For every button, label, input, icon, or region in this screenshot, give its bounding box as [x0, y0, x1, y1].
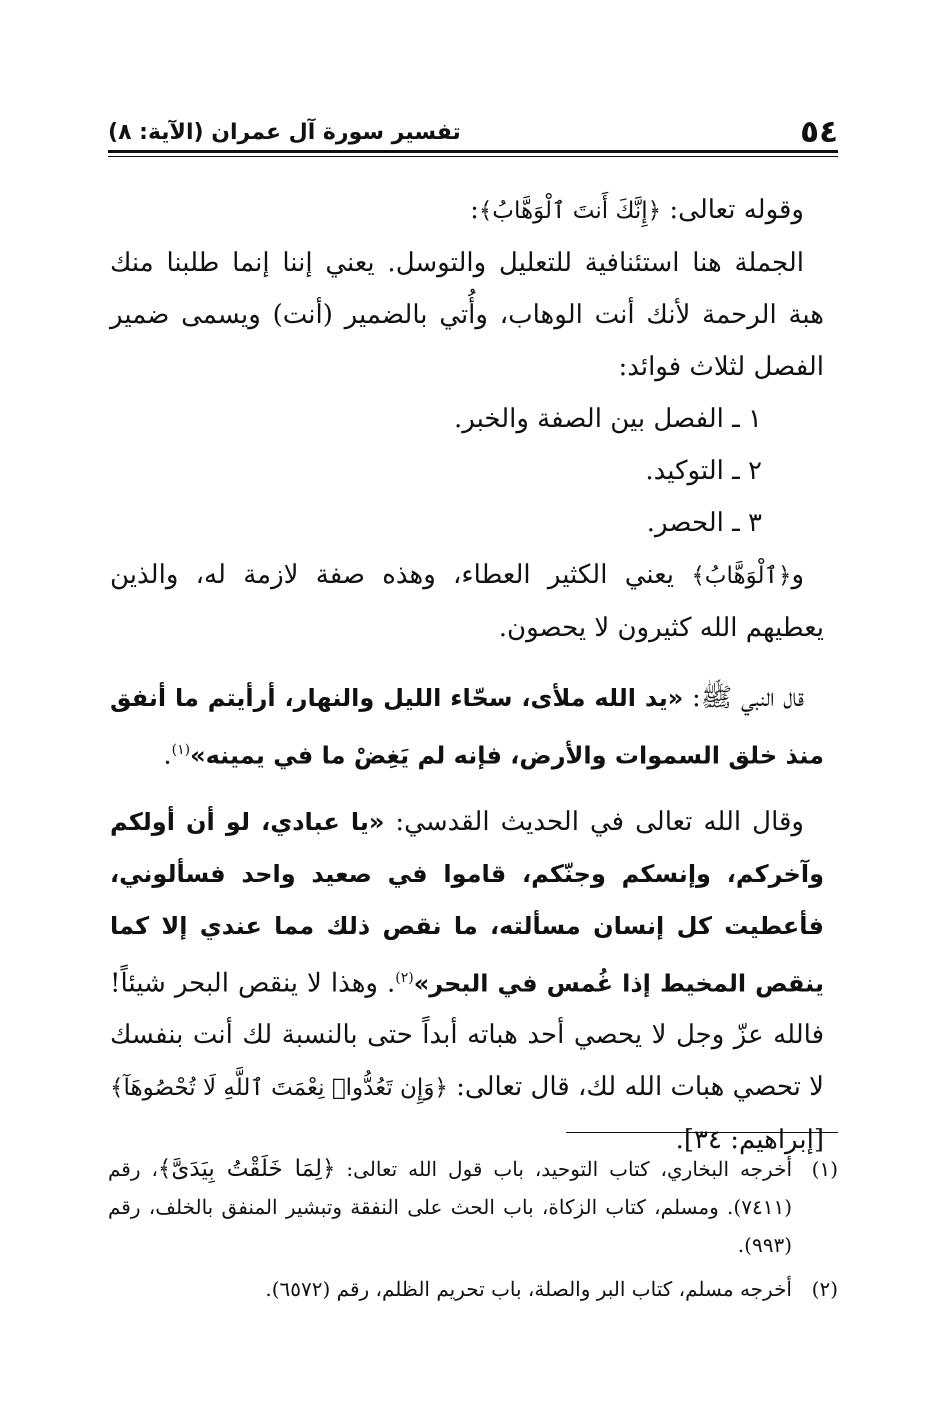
- footnote-number: (١): [811, 1157, 838, 1181]
- paragraph-explanation: الجملة هنا استئنافية للتعليل والتوسل. يعني إننا إنما طلبنا منك هبة الرحمة لأنك أنت الوهاب، وأُتي بالضمير (أنت) ويسمى ضمير الفصل لثلاث فوائد:: [110, 248, 824, 382]
- heading-colon: :: [470, 195, 479, 225]
- paragraph-alwahhab: [110, 549, 824, 654]
- footnote-ref-1: (١): [171, 742, 191, 758]
- footnotes: [108, 1150, 838, 1308]
- footnote: [108, 1150, 838, 1264]
- hadith-text: «يد الله ملأى، سحّاء الليل والنهار، أرأيتم ما أنفق منذ خلق السموات والأرض، فإنه لم يَغِضْ ما في يمينه»: [110, 684, 824, 770]
- running-title: تفسير سورة آل عمران (الآية: ٨): [108, 120, 461, 145]
- paragraph-hadith-1: [110, 672, 824, 782]
- list-item: ٢ ـ التوكيد.: [645, 456, 762, 486]
- quran-quote: ﴿لِمَا خَلَقْتُ بِيَدَىَّ﴾: [157, 1156, 336, 1182]
- header-rule-thin: [108, 156, 838, 157]
- heading-intro: وقوله تعالى:: [661, 195, 804, 225]
- header-rule-thick: [108, 150, 838, 153]
- footnote-separator: [566, 1132, 838, 1133]
- para2-text: يعني الكثير العطاء، وهذه صفة لازمة له، والذين يعطيهم الله كثيرون لا يحصون.: [110, 560, 824, 643]
- hadith-qudsi-text: «يا عبادي، لو أن أولكم وآخركم، وإنسكم وجنّكم، قاموا في صعيد واحد فسألوني، فأعطيت كل إنسان مسألته، ما نقص ذلك مما عندي إلا كما ينقص المخيط إذا غُمس في البحر»: [110, 807, 824, 998]
- para3-intro: قال النبي ﷺ:: [683, 683, 804, 713]
- footnote-text: [108, 1150, 792, 1264]
- para2-prefix: و: [791, 560, 804, 590]
- footnote-text: أخرجه مسلم، كتاب البر والصلة، باب تحريم الظلم، رقم (٦٥٧٢).: [265, 1277, 792, 1301]
- para4-text: . وهذا لا ينقص البحر شيئاً! فالله عزّ وجل لا يحصي أحد هباته أبداً حتى بالنسبة لك أنت بنفسك لا تحصي هبات الله لك، قال تعالى:: [110, 968, 824, 1103]
- main-text: [110, 184, 824, 1166]
- para3-end: .: [163, 740, 172, 771]
- section-heading: [110, 184, 824, 237]
- footnote-text-b: ، رقم (٧٤١١). ومسلم، كتاب الزكاة، باب الحث على النفقة وتبشير المنفق بالخلف، رقم (٩٩٣).: [108, 1157, 792, 1257]
- footnote-number: (٢): [811, 1277, 838, 1301]
- paragraph-hadith-2: [110, 796, 824, 1167]
- quran-quote: ﴿إِنَّكَ أَنتَ ٱلْوَهَّابُ﴾: [478, 198, 662, 224]
- quran-quote: ﴿ٱلْوَهَّابُ﴾: [691, 563, 792, 589]
- footnote-ref-2: (٢): [395, 969, 414, 986]
- footnote-text-a: أخرجه البخاري، كتاب التوحيد، باب قول الله تعالى:: [335, 1157, 792, 1181]
- para4-intro: وقال الله تعالى في الحديث القدسي:: [384, 806, 804, 837]
- page-header: [108, 98, 838, 148]
- page-number: ٥٤: [800, 114, 838, 150]
- list-item: ٣ ـ الحصر.: [646, 508, 762, 538]
- quran-quote: ﴿وَإِن تَعُدُّوا۟ نِعْمَتَ ٱللَّهِ لَا تُحْصُوهَآ﴾: [110, 1075, 448, 1102]
- footnote: [108, 1270, 838, 1308]
- list-item: ١ ـ الفصل بين الصفة والخبر.: [453, 404, 762, 434]
- quran-reference: [إبراهيم: ٣٤].: [675, 1125, 824, 1156]
